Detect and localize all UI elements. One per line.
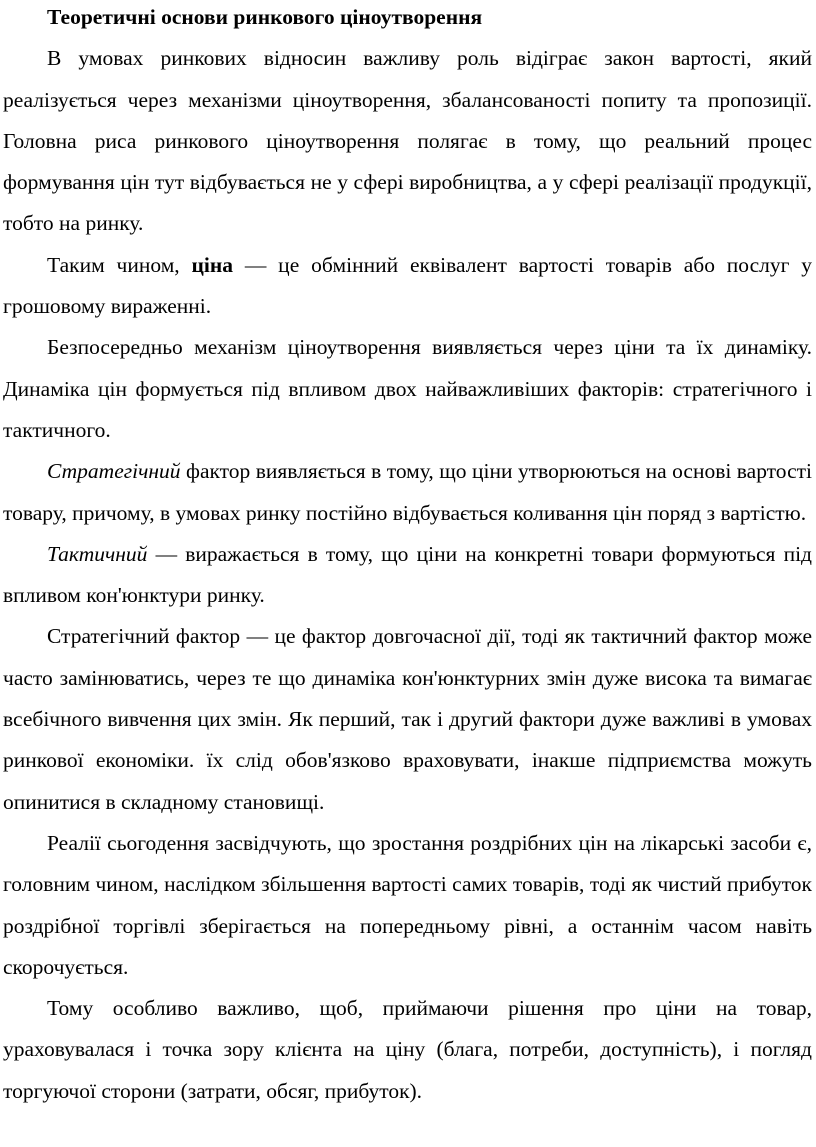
paragraph-tactical-factor: [3, 534, 812, 617]
tactical-factor-text: — виражається в тому, що ціни на конкретні товари формуються під впливом кон'юнктури ринку.: [3, 541, 812, 608]
paragraph-market-relations: В умовах ринкових відносин важливу роль відіграє закон вартості, який реалізується через механізми ціноутворення, збалансованості попиту та пропозиції. Головна риса ринкового ціноутворення полягає в тому, що реальний процес формування цін тут відбувається не у сфері виробництва, а у сфері реалізації продукції, тобто на ринку.: [3, 46, 812, 236]
document-page: [3, 0, 812, 1112]
paragraph-strategic-factor: [3, 451, 812, 534]
paragraph-retail-prices: Реалії сьогодення засвідчують, що зростання роздрібних цін на лікарські засоби є, головним чином, наслідком збільшення вартості самих товарів, тоді як чистий прибуток роздрібної торгівлі зберігається на попередньому рівні, а останнім часом навіть скорочується.: [3, 830, 812, 979]
price-definition-text: — це обмінний еквівалент вартості товарів або послуг у грошовому вираженні.: [3, 252, 812, 319]
paragraph-factor-comparison: Стратегічний фактор — це фактор довгочасної дії, тоді як тактичний фактор може часто замінюватись, через те що динаміка кон'юнктурних змін дуже висока та вимагає всебічного вивчення цих змін. Як перший, так і другий фактори дуже важливі в умовах ринкової економіки. їх слід обов'язково враховувати, інакше підприємства можуть опинитися в складному становищі.: [3, 624, 812, 814]
document-title: Теоретичні основи ринкового ціноутворення: [47, 5, 483, 29]
paragraph-price-definition: [3, 245, 812, 328]
term-tactical: Тактичний: [47, 541, 148, 566]
term-strategic: Стратегічний: [47, 459, 181, 484]
strategic-factor-text: фактор виявляється в тому, що ціни утворюються на основі вартості товару, причому, в умовах ринку постійно відбувається коливання цін поряд з вартістю.: [3, 459, 812, 525]
term-price: ціна: [191, 252, 234, 277]
paragraph-price-dynamics: Безпосередньо механізм ціноутворення виявляється через ціни та їх динаміку. Динаміка цін формується під впливом двох найважливіших факторів: стратегічного і тактичного.: [3, 335, 812, 442]
paragraph-client-view: Тому особливо важливо, щоб, приймаючи рішення про ціни на товар, ураховувалася і точка зору клієнта на ціну (блага, потреби, доступність), і погляд торгуючої сторони (затрати, обсяг, прибуток).: [3, 996, 812, 1103]
price-definition-lead: Таким чином,: [47, 252, 192, 277]
